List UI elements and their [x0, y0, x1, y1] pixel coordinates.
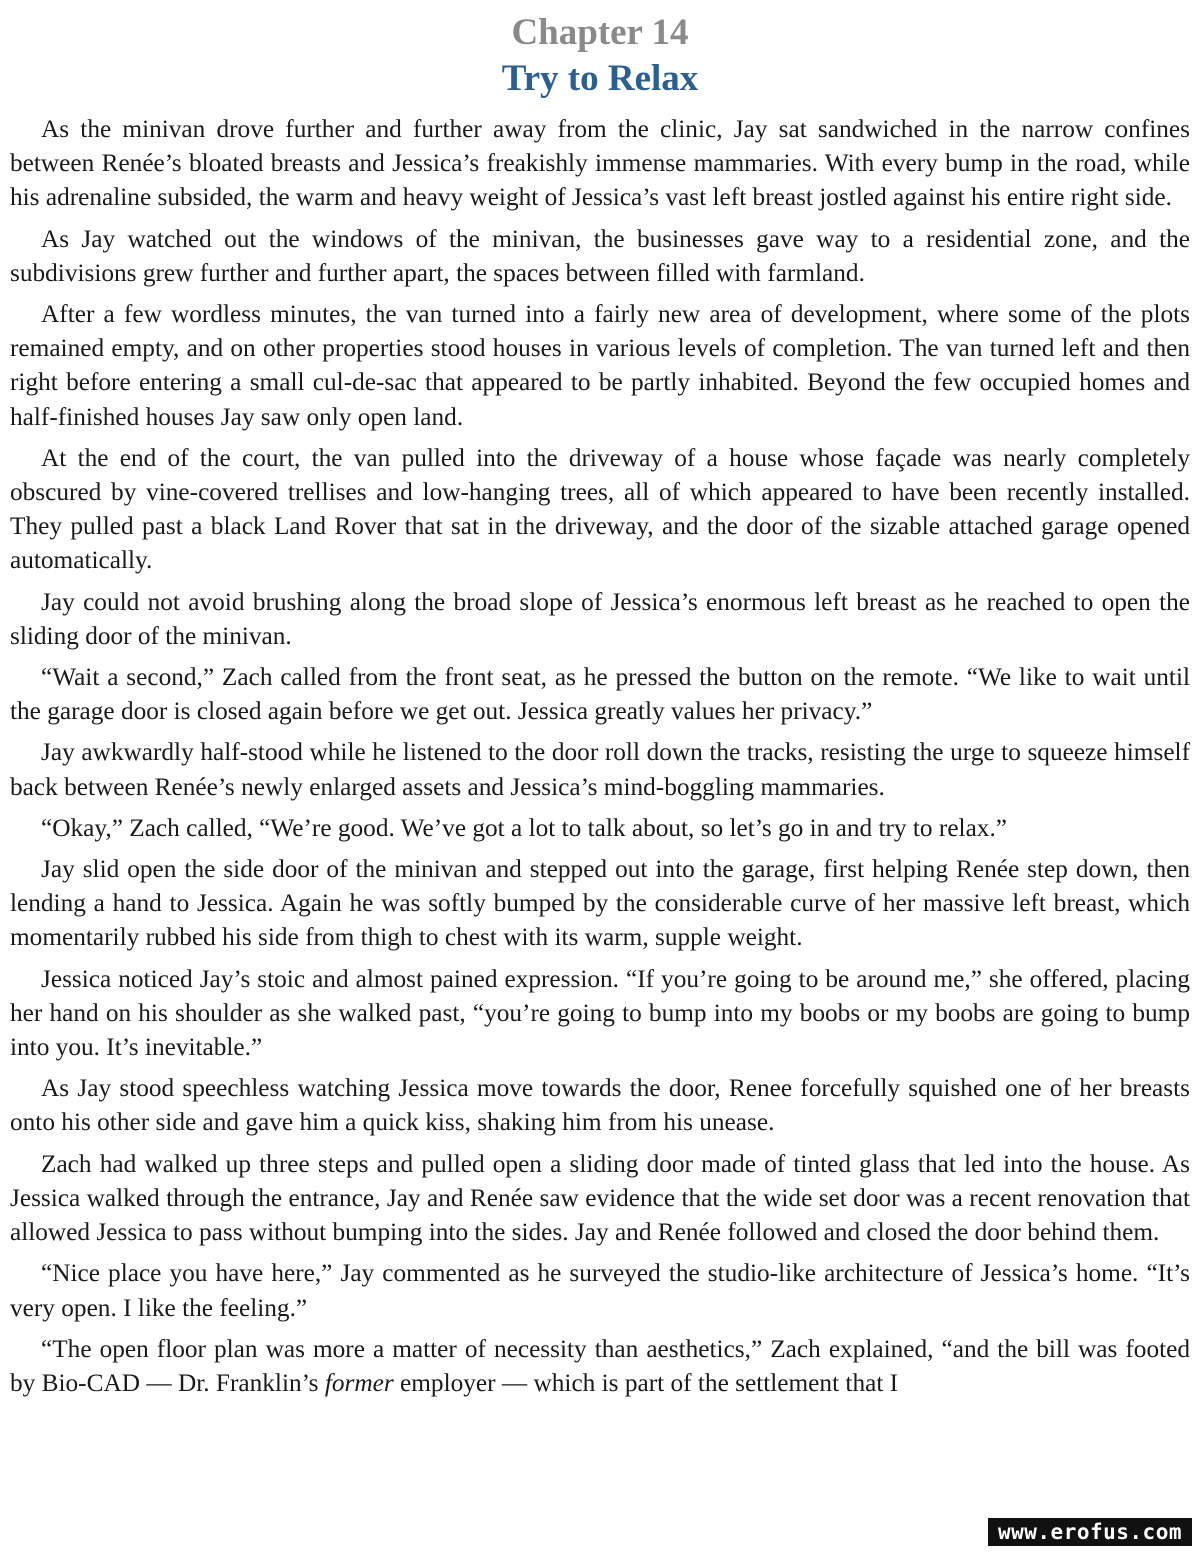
paragraph-14-text-after: employer — which is part of the settlement that I: [393, 1368, 899, 1397]
paragraph-4: At the end of the court, the van pulled into the driveway of a house whose façade was nearly completely obscured by vine-covered trellises and low-hanging trees, all of which appeared to have been recently installed. They pulled past a black Land Rover that sat in the driveway, and the door of the sizable attached garage opened automatically.: [10, 443, 1190, 575]
paragraph-13: “Nice place you have here,” Jay commented as he surveyed the studio-like architecture of Jessica’s home. “It’s very open. I like the feeling.”: [10, 1259, 1190, 1322]
paragraph-3: After a few wordless minutes, the van turned into a fairly new area of development, where some of the plots remained empty, and on other properties stood houses in various levels of completion. The van turned left and then right before entering a small cul-de-sac that appeared to be partly inhabited. Beyond the few occupied homes and half-finished houses Jay saw only open land.: [10, 300, 1190, 431]
paragraph-14: [10, 1332, 1190, 1400]
paragraph-14-text-before: “The open floor plan was more a matter of necessity than aesthetics,” Zach explained, “and the bill was footed by Bio-CAD — Dr. Franklin’s: [10, 1334, 1190, 1397]
paragraph-5: Jay could not avoid brushing along the broad slope of Jessica’s enormous left breast as he reached to open the sliding door of the minivan.: [10, 587, 1190, 650]
chapter-title: Try to Relax: [501, 58, 699, 99]
site-watermark: www.erofus.com: [988, 1518, 1192, 1546]
paragraph-6: “Wait a second,” Zach called from the front seat, as he pressed the button on the remote. “We like to wait until the garage door is closed again before we get out. Jessica greatly values her privacy.”: [10, 663, 1190, 726]
paragraph-8: “Okay,” Zach called, “We’re good. We’ve got a lot to talk about, so let’s go in and try to relax.”: [41, 813, 1008, 842]
paragraph-11: As Jay stood speechless watching Jessica move towards the door, Renee forcefully squished one of her breasts onto his other side and gave him a quick kiss, shaking him from his unease.: [10, 1074, 1190, 1137]
chapter-number: Chapter 14: [511, 12, 689, 53]
chapter-body: [10, 112, 1190, 1400]
paragraph-2: As Jay watched out the windows of the minivan, the businesses gave way to a residential zone, and the subdivisions grew further and further apart, the spaces between filled with farmland.: [10, 224, 1190, 287]
paragraph-14-emphasis: former: [324, 1368, 394, 1397]
paragraph-7: Jay awkwardly half-stood while he listened to the door roll down the tracks, resisting the urge to squeeze himself back between Renée’s newly enlarged assets and Jessica’s mind-boggling mammaries.: [10, 738, 1190, 801]
paragraph-10: Jessica noticed Jay’s stoic and almost pained expression. “If you’re going to be around me,” she offered, placing her hand on his shoulder as she walked past, “you’re going to bump into my boobs or my boobs are going to bump into you. It’s inevitable.”: [10, 964, 1190, 1062]
paragraph-1: As the minivan drove further and further away from the clinic, Jay sat sandwiched in the narrow confines between Renée’s bloated breasts and Jessica’s freakishly immense mammaries. With every bump in the road, while his adrenaline subsided, the warm and heavy weight of Jessica’s vast left breast jostled against his entire right side.: [10, 115, 1190, 212]
paragraph-9: Jay slid open the side door of the minivan and stepped out into the garage, first helping Renée step down, then lending a hand to Jessica. Again he was softly bumped by the considerable curve of her massive left breast, which momentarily rubbed his side from thigh to chest with its warm, supple weight.: [10, 855, 1190, 952]
paragraph-12: Zach had walked up three steps and pulled open a sliding door made of tinted glass that led into the house. As Jessica walked through the entrance, Jay and Renée saw evidence that the wide set door was a recent renovation that allowed Jessica to pass without bumping into the sides. Jay and Renée followed and closed the door behind them.: [10, 1149, 1190, 1247]
